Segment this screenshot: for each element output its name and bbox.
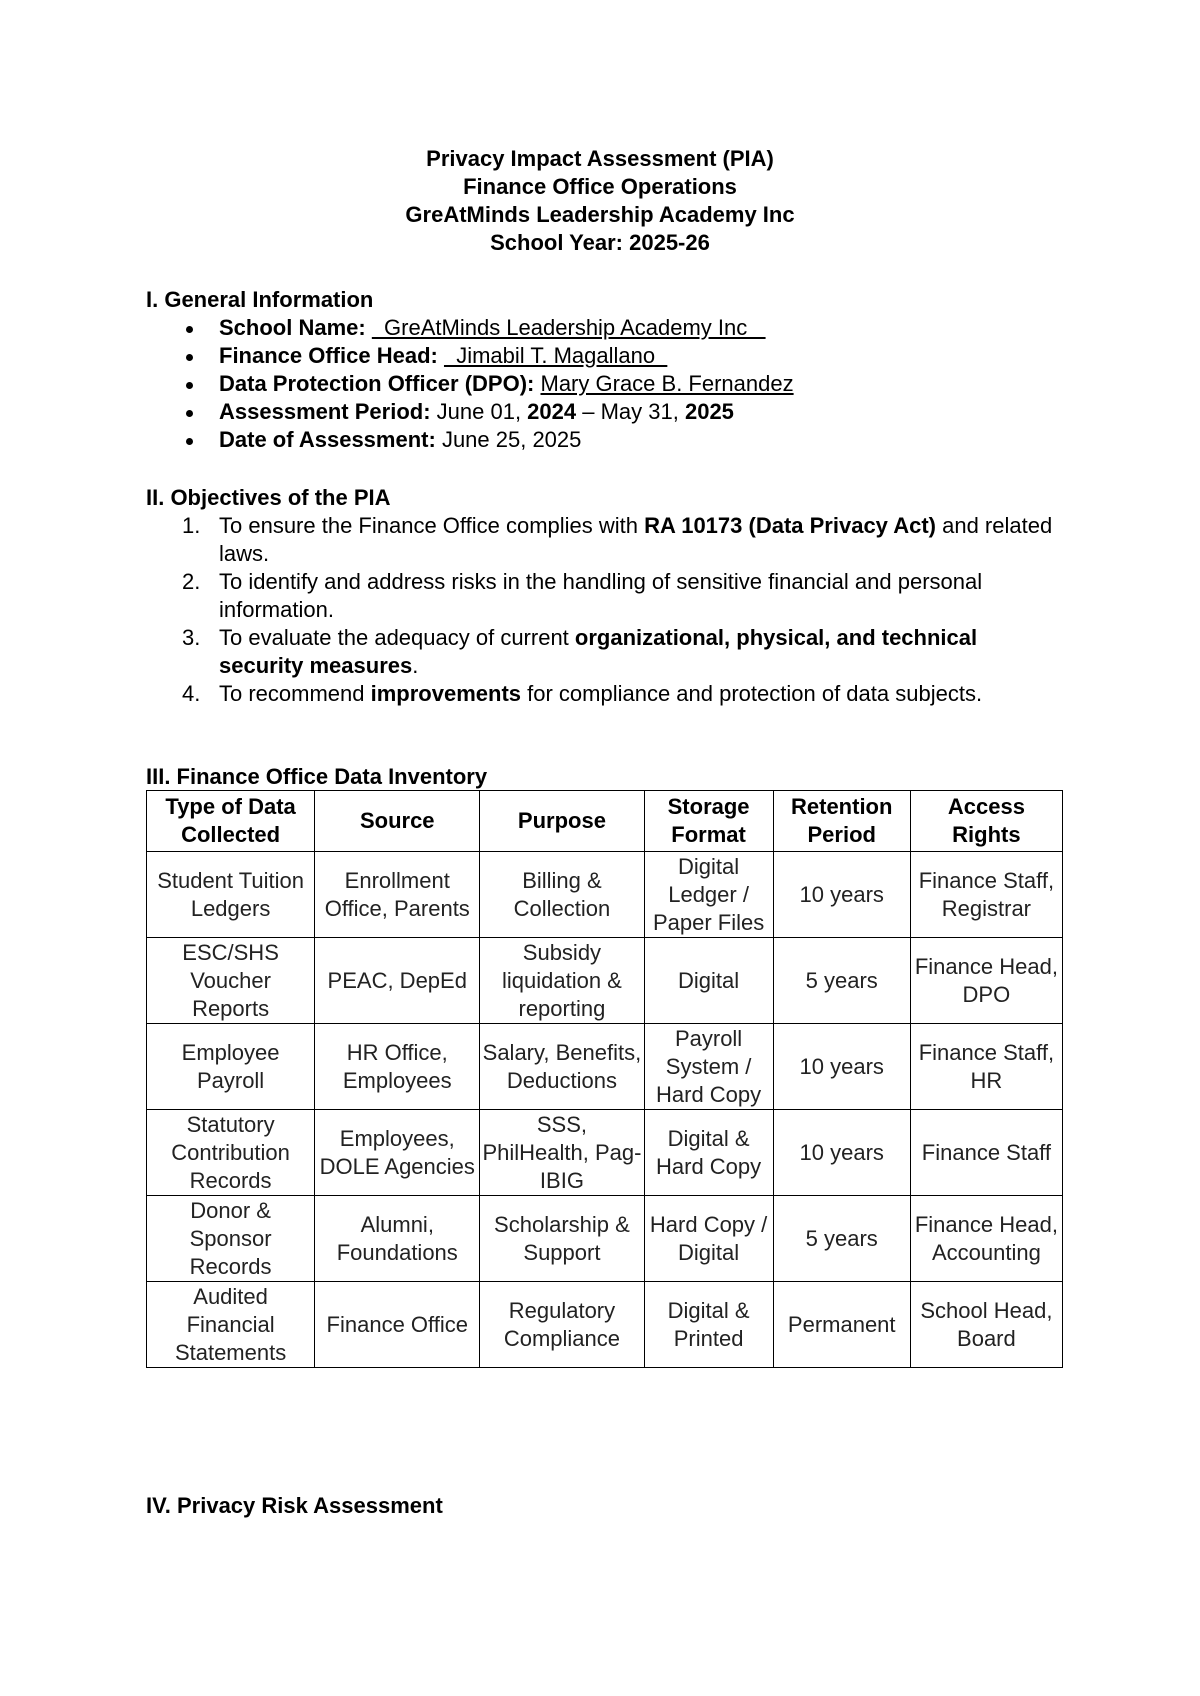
field-value: GreAtMinds Leadership Academy Inc (371, 315, 766, 340)
data-inventory-table (146, 790, 1063, 1368)
field-label: Assessment Period: (219, 399, 431, 424)
table-cell: Donor & Sponsor Records (147, 1196, 315, 1282)
table-cell: Digital Ledger / Paper Files (644, 852, 773, 938)
list-item (146, 370, 794, 398)
general-info-list (146, 314, 794, 454)
table-cell: Finance Head, Accounting (910, 1196, 1062, 1282)
field-label: Finance Office Head: (219, 343, 438, 368)
table-cell: 5 years (773, 938, 910, 1024)
table-cell: Statutory Contribution Records (147, 1110, 315, 1196)
bullet-icon (186, 410, 193, 417)
table-cell: HR Office, Employees (315, 1024, 480, 1110)
field-label: School Name: (219, 315, 366, 340)
section-heading-objectives: II. Objectives of the PIA (146, 485, 391, 510)
bullet-icon (186, 438, 193, 445)
title-line: Privacy Impact Assessment (PIA) (426, 146, 774, 171)
table-cell: Alumni, Foundations (315, 1196, 480, 1282)
column-header: Access Rights (910, 791, 1062, 852)
column-header: Purpose (480, 791, 644, 852)
table-cell: Enrollment Office, Parents (315, 852, 480, 938)
field-value: June 01, (436, 399, 528, 424)
table-cell: Billing & Collection (480, 852, 644, 938)
field-value: June 25, 2025 (441, 427, 582, 452)
table-cell: Subsidy liquidation & reporting (480, 938, 644, 1024)
table-cell: School Head, Board (910, 1282, 1062, 1368)
title-line: School Year: 2025-26 (490, 230, 710, 255)
bullet-icon (186, 382, 193, 389)
table-cell: Regulatory Compliance (480, 1282, 644, 1368)
table-cell: Employee Payroll (147, 1024, 315, 1110)
table-cell: 10 years (773, 1024, 910, 1110)
table-cell: Audited Financial Statements (147, 1282, 315, 1368)
table-cell: Finance Staff, Registrar (910, 852, 1062, 938)
field-value: Jimabil T. Magallano (443, 343, 668, 368)
table-row (147, 1024, 1063, 1110)
field-value-bold: 2025 (684, 399, 734, 424)
item-text: for compliance and protection of data subjects. (521, 681, 983, 706)
table-cell: Student Tuition Ledgers (147, 852, 315, 938)
item-text: To evaluate the adequacy of current (219, 625, 575, 650)
table-cell: Finance Staff, HR (910, 1024, 1062, 1110)
item-text: and related laws. (219, 513, 1053, 566)
objectives-list (146, 512, 1066, 708)
table-cell: Permanent (773, 1282, 910, 1368)
item-text: . (412, 653, 419, 678)
list-item (146, 624, 1066, 680)
field-label: Data Protection Officer (DPO): (219, 371, 535, 396)
field-label: Date of Assessment: (219, 427, 436, 452)
table-row (147, 852, 1063, 938)
list-item (146, 680, 1066, 708)
item-text-bold: RA 10173 (Data Privacy Act) (644, 513, 936, 538)
table-header-row (147, 791, 1063, 852)
table-cell: PEAC, DepEd (315, 938, 480, 1024)
list-item (146, 512, 1066, 568)
item-number: 2. (182, 569, 201, 594)
column-header: Type of Data Collected (147, 791, 315, 852)
column-header: Storage Format (644, 791, 773, 852)
table-cell: 5 years (773, 1196, 910, 1282)
title-line: Finance Office Operations (463, 174, 737, 199)
section-heading-general-info: I. General Information (146, 287, 374, 312)
list-item (146, 398, 794, 426)
field-value-bold: 2024 (527, 399, 577, 424)
item-number: 1. (182, 513, 201, 538)
section-heading-inventory: III. Finance Office Data Inventory (146, 764, 488, 789)
table-row (147, 1110, 1063, 1196)
table-cell: Digital (644, 938, 773, 1024)
item-text: To identify and address risks in the handling of sensitive financial and personal information. (219, 569, 983, 622)
table-cell: 10 years (773, 1110, 910, 1196)
item-text-bold: improvements (370, 681, 522, 706)
list-item (146, 426, 794, 454)
table-cell: 10 years (773, 852, 910, 938)
table-cell: Digital & Hard Copy (644, 1110, 773, 1196)
item-number: 4. (182, 681, 201, 706)
item-text: To ensure the Finance Office complies with (219, 513, 645, 538)
table-cell: Finance Office (315, 1282, 480, 1368)
field-value: – May 31, (576, 399, 685, 424)
table-cell: Scholarship & Support (480, 1196, 644, 1282)
list-item (146, 342, 794, 370)
bullet-icon (186, 354, 193, 361)
list-item (146, 568, 1066, 624)
list-item (146, 314, 794, 342)
table-cell: SSS, PhilHealth, Pag-IBIG (480, 1110, 644, 1196)
column-header: Retention Period (773, 791, 910, 852)
table-row (147, 938, 1063, 1024)
bullet-icon (186, 326, 193, 333)
document-title (0, 145, 1200, 257)
table-cell: Digital & Printed (644, 1282, 773, 1368)
item-number: 3. (182, 625, 201, 650)
table-cell: ESC/SHS Voucher Reports (147, 938, 315, 1024)
table-cell: Hard Copy / Digital (644, 1196, 773, 1282)
field-value: Mary Grace B. Fernandez (540, 371, 794, 396)
table-cell: Employees, DOLE Agencies (315, 1110, 480, 1196)
title-line: GreAtMinds Leadership Academy Inc (405, 202, 795, 227)
item-text: To recommend (219, 681, 371, 706)
table-row (147, 1196, 1063, 1282)
table-cell: Payroll System / Hard Copy (644, 1024, 773, 1110)
table-cell: Salary, Benefits, Deductions (480, 1024, 644, 1110)
section-heading-risk-assessment: IV. Privacy Risk Assessment (146, 1493, 443, 1518)
column-header: Source (315, 791, 480, 852)
table-cell: Finance Staff (910, 1110, 1062, 1196)
item-text-bold: organizational, physical, and technical security measures (219, 625, 978, 678)
table-row (147, 1282, 1063, 1368)
table-cell: Finance Head, DPO (910, 938, 1062, 1024)
